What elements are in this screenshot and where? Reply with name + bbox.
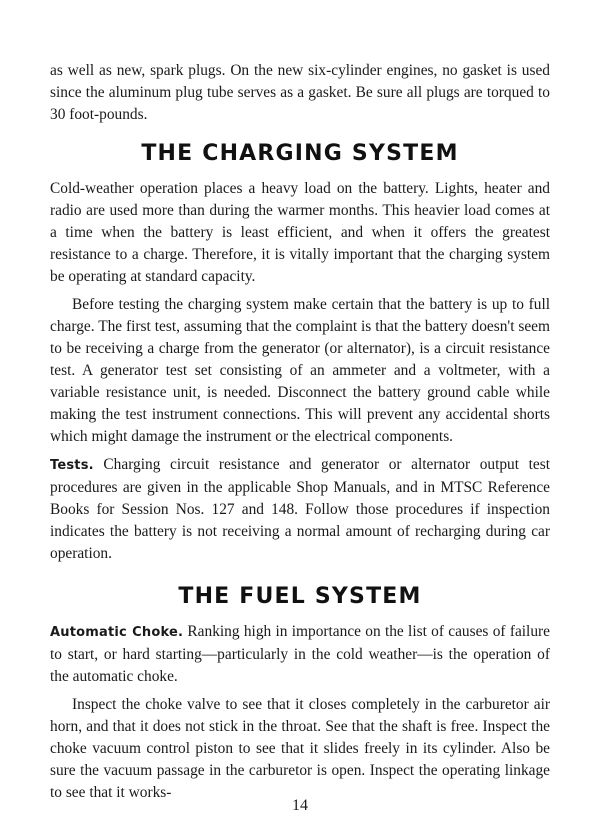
charging-paragraph-2: Before testing the charging system make certain that the battery is up to full charge. The first test, assuming that the complaint is that the battery doesn't seem to be receiving a charge from the generator (or alternator), is a circuit resistance test. A generator test set consisting of an ammeter and a voltmeter, with a variable resistance unit, is needed. Disconnect the battery ground cable while making the test instrument connections. This will prevent any accidental shorts which might damage the instrument or the electrical components.: [50, 296, 550, 445]
charging-paragraph-1: Cold-weather operation places a heavy load on the battery. Lights, heater and radio are used more than during the warmer months. This heavier load comes at a time when the battery is least efficient, and when it offers the greatest resistance to a charge. Therefore, it is vitally important that the charging system be operating at standard capacity.: [50, 180, 550, 285]
fuel-paragraph-2: Inspect the choke valve to see that it closes completely in the carburetor air horn, and that it does not stick in the throat. See that the shaft is free. Inspect the choke vacuum control piston to see that it slides freely in its cylinder. Also be sure the vacuum passage in the carburetor is open. Inspect the operating linkage to see that it works-: [50, 696, 550, 801]
tests-lead-in: Tests.: [50, 458, 94, 473]
choke-lead-in: Automatic Choke.: [50, 625, 184, 640]
choke-paragraph: [50, 621, 550, 688]
tests-paragraph: [50, 454, 550, 565]
document-page: [50, 60, 550, 804]
intro-paragraph: as well as new, spark plugs. On the new six-cylinder engines, no gasket is used since the aluminum plug tube serves as a gasket. Be sure all plugs are torqued to 30 foot-pounds.: [50, 62, 550, 123]
page-number: 14: [292, 797, 308, 814]
charging-system-heading: THE CHARGING SYSTEM: [141, 141, 459, 166]
fuel-system-heading: THE FUEL SYSTEM: [178, 584, 422, 609]
tests-text: Charging circuit resistance and generator or alternator output test procedures are given in the applicable Shop Manuals, and in MTSC Reference Books for Session Nos. 127 and 148. Follow those procedures if inspection indicates the battery is not receiving a normal amount of recharging during car operation.: [50, 456, 550, 562]
choke-text: Ranking high in importance on the list of causes of failure to start, or hard starting—particularly in the cold weather—is the operation of the automatic choke.: [50, 623, 550, 685]
